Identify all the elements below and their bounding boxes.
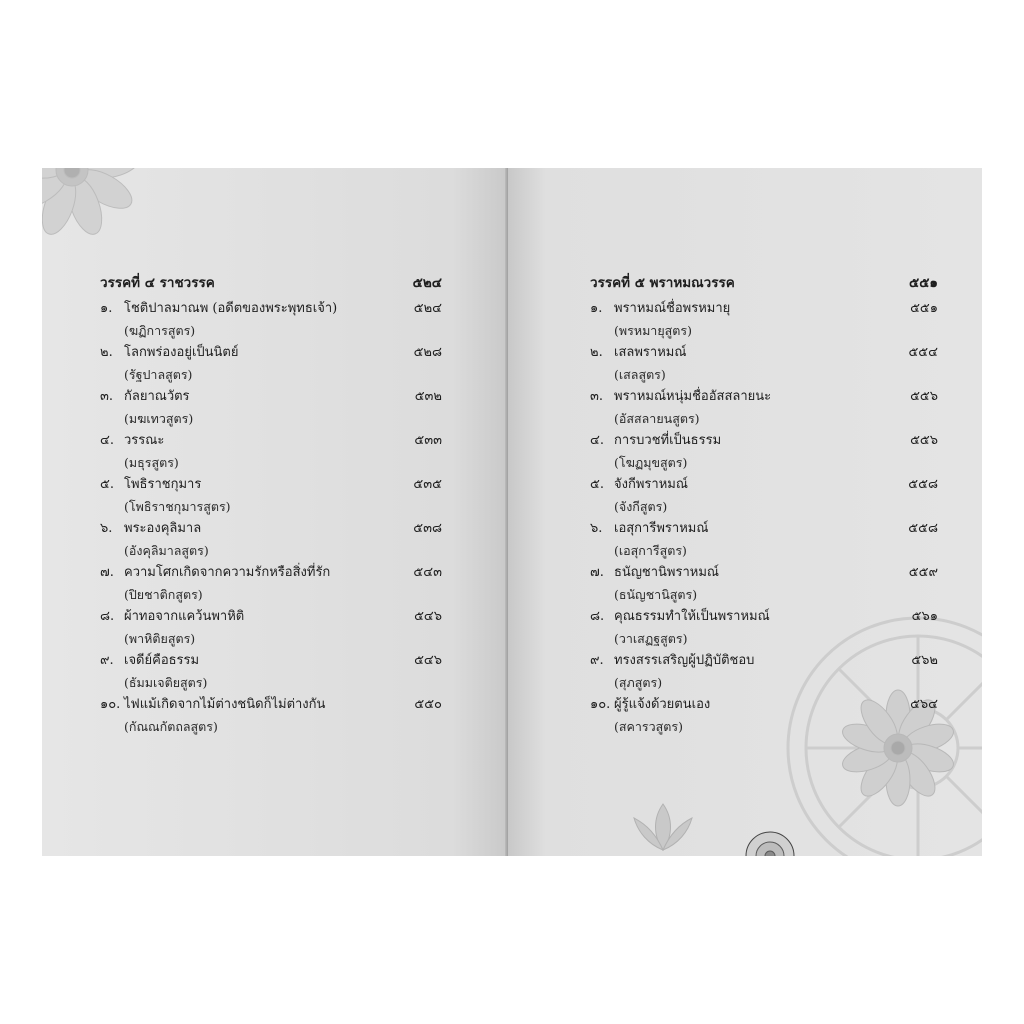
entry-title: เอสุการีพราหมณ์ (614, 521, 709, 536)
entry-title: โลกพร่องอยู่เป็นนิตย์ (124, 345, 239, 360)
entry-title: พราหมณ์หนุ่มชื่ออัสสลายนะ (614, 389, 772, 404)
toc-entry (590, 650, 938, 694)
toc-entry (590, 342, 938, 386)
toc-entry (590, 386, 938, 430)
entry-number: ๒. (100, 345, 113, 360)
entry-title: ไฟแม้เกิดจากไม้ต่างชนิดก็ไม่ต่างกัน (124, 697, 326, 712)
entry-page-number: ๕๕๘ (908, 477, 938, 492)
toc-entry (100, 386, 442, 430)
entry-page-number: ๕๕๑ (910, 301, 938, 316)
left-page (42, 168, 508, 856)
entry-number: ๖. (590, 521, 603, 536)
chapter-heading (590, 268, 938, 298)
entry-page-number: ๕๖๔ (910, 697, 938, 712)
entry-page-number: ๕๖๑ (911, 609, 938, 624)
entry-title: พระองคุลิมาล (124, 521, 202, 536)
toc-right (590, 268, 938, 738)
lotus-flower-icon (728, 816, 812, 856)
entry-title: ผ้าทอจากแคว้นพาหิติ (124, 609, 245, 624)
entry-sutta-name: (สุภสูตร) (614, 675, 663, 690)
entry-sutta-name: (พรหมายุสูตร) (614, 323, 692, 338)
entry-number: ๑๐. (100, 697, 121, 712)
entry-title: เจดีย์คือธรรม (124, 653, 200, 668)
entry-sutta-name: (อัสสลายนสูตร) (614, 411, 700, 426)
entry-title: โพธิราชกุมาร (124, 477, 202, 492)
lotus-bud-icon (628, 798, 698, 856)
entry-title: โชติปาลมาณพ (อดีตของพระพุทธเจ้า) (124, 301, 338, 316)
entry-title: ทรงสรรเสริญผู้ปฏิบัติชอบ (614, 653, 755, 668)
entry-page-number: ๕๕๔ (908, 345, 938, 360)
chapter-heading (100, 268, 442, 298)
entry-number: ๙. (100, 653, 114, 668)
toc-entry (590, 606, 938, 650)
entry-page-number: ๕๓๕ (413, 477, 442, 492)
entry-title: ธนัญชานิพราหมณ์ (614, 565, 719, 580)
entry-page-number: ๕๓๒ (414, 389, 442, 404)
entry-page-number: ๕๔๖ (414, 653, 442, 668)
entry-number: ๑. (590, 301, 603, 316)
entry-number: ๘. (100, 609, 115, 624)
chapter-page-number: ๕๕๑ (908, 275, 938, 291)
entry-sutta-name: (มฆเทวสูตร) (124, 411, 194, 426)
entry-number: ๑๐. (590, 697, 611, 712)
entry-sutta-name: (ฆฏิการสูตร) (124, 323, 196, 338)
entry-page-number: ๕๕๘ (908, 521, 938, 536)
entry-number: ๗. (100, 565, 114, 580)
chapter-page-number: ๕๒๔ (412, 275, 442, 291)
entry-page-number: ๕๒๘ (413, 345, 442, 360)
entry-page-number: ๕๕๙ (908, 565, 938, 580)
entry-number: ๑. (100, 301, 113, 316)
entry-page-number: ๕๓๘ (413, 521, 442, 536)
entry-sutta-name: (โฆฏมุขสูตร) (614, 455, 688, 470)
entry-number: ๖. (100, 521, 113, 536)
entry-page-number: ๕๕๖ (910, 433, 938, 448)
entry-number: ๘. (590, 609, 605, 624)
entry-page-number: ๕๔๓ (413, 565, 442, 580)
entry-number: ๔. (100, 433, 114, 448)
entry-sutta-name: (จังกีสูตร) (614, 499, 668, 514)
entry-sutta-name: (กัณณกัตถลสูตร) (124, 719, 218, 734)
entry-title: คุณธรรมทำให้เป็นพราหมณ์ (614, 609, 770, 624)
entry-sutta-name: (เอสุการีสูตร) (614, 543, 687, 558)
entry-sutta-name: (รัฐปาลสูตร) (124, 367, 193, 382)
entry-sutta-name: (อังคุลิมาลสูตร) (124, 543, 209, 558)
toc-entry (590, 474, 938, 518)
entry-page-number: ๕๔๖ (414, 609, 442, 624)
toc-entry (100, 650, 442, 694)
entry-sutta-name: (ปิยชาติกสูตร) (124, 587, 203, 602)
toc-entry (100, 474, 442, 518)
entry-page-number: ๕๕๐ (414, 697, 442, 712)
entry-number: ๒. (590, 345, 603, 360)
entry-title: พราหมณ์ชื่อพรหมายุ (614, 301, 731, 316)
entry-page-number: ๕๓๓ (414, 433, 442, 448)
entry-number: ๕. (590, 477, 604, 492)
entry-sutta-name: (พาหิติยสูตร) (124, 631, 196, 646)
entry-title: ความโศกเกิดจากความรักหรือสิ่งที่รัก (124, 565, 331, 580)
entry-number: ๔. (590, 433, 604, 448)
entry-title: กัลยาณวัตร (124, 389, 190, 404)
entry-sutta-name: (วาเสฏฐสูตร) (614, 631, 688, 646)
toc-entry (100, 562, 442, 606)
entry-sutta-name: (ธัมมเจติยสูตร) (124, 675, 208, 690)
toc-left (100, 268, 442, 738)
toc-entry (100, 518, 442, 562)
entry-number: ๙. (590, 653, 604, 668)
lotus-flower-icon (42, 168, 152, 248)
entry-sutta-name: (สคารวสูตร) (614, 719, 683, 734)
toc-entry (590, 562, 938, 606)
toc-entry (100, 430, 442, 474)
chapter-title: วรรคที่ ๔ ราชวรรค (100, 275, 215, 291)
entry-number: ๗. (590, 565, 604, 580)
entry-sutta-name: (เสลสูตร) (614, 367, 666, 382)
entry-page-number: ๕๖๒ (911, 653, 938, 668)
right-page (508, 168, 982, 856)
entry-sutta-name: (ธนัญชานิสูตร) (614, 587, 698, 602)
toc-entry (100, 694, 442, 738)
book-spread (42, 168, 982, 856)
entry-page-number: ๕๕๖ (910, 389, 938, 404)
toc-entry (100, 342, 442, 386)
entry-sutta-name: (มธุรสูตร) (124, 455, 179, 470)
toc-entry (590, 298, 938, 342)
toc-entry (100, 606, 442, 650)
entry-page-number: ๕๒๔ (413, 301, 442, 316)
entry-number: ๓. (590, 389, 604, 404)
entry-number: ๓. (100, 389, 114, 404)
entry-sutta-name: (โพธิราชกุมารสูตร) (124, 499, 231, 514)
entry-title: วรรณะ (124, 433, 165, 448)
toc-entry (590, 694, 938, 738)
entry-title: ผู้รู้แจ้งด้วยตนเอง (614, 697, 711, 712)
entry-title: จังกีพราหมณ์ (614, 477, 688, 492)
entry-title: เสลพราหมณ์ (614, 345, 687, 360)
toc-entry (590, 518, 938, 562)
entry-title: การบวชที่เป็นธรรม (614, 433, 722, 448)
chapter-title: วรรคที่ ๕ พราหมณวรรค (590, 275, 735, 291)
toc-entry (590, 430, 938, 474)
entry-number: ๕. (100, 477, 114, 492)
toc-entry (100, 298, 442, 342)
